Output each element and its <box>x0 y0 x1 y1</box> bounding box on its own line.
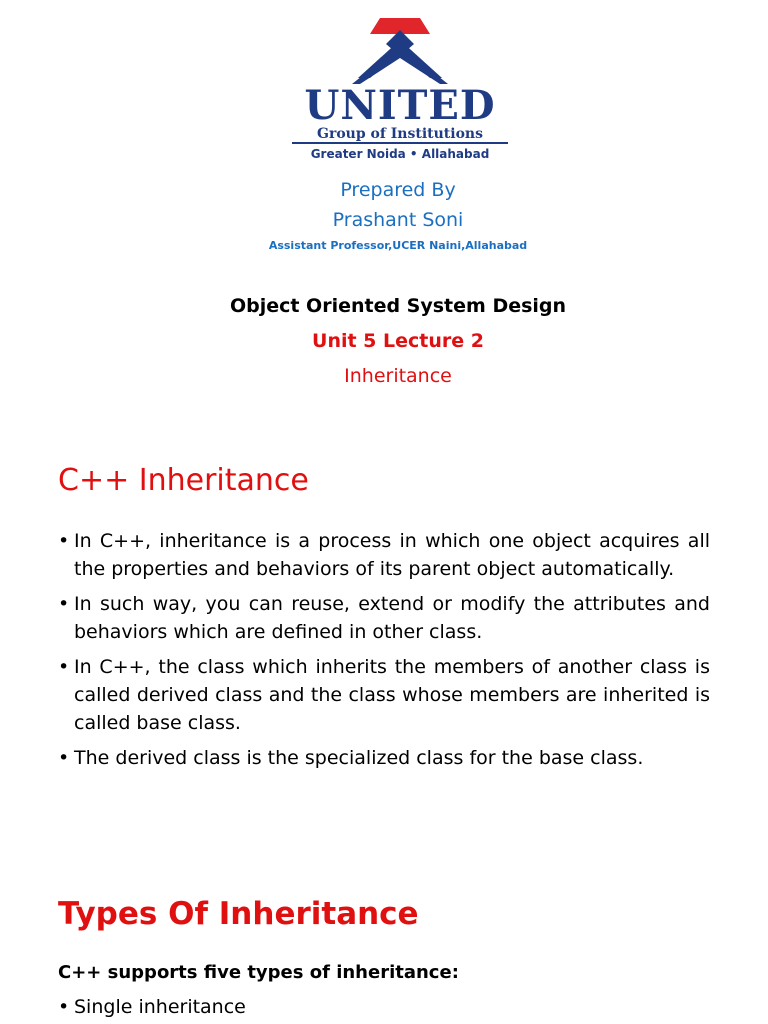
logo-subtitle: Group of Institutions <box>317 126 483 142</box>
cpp-inheritance-slide <box>0 435 768 865</box>
author-title: Assistant Professor,UCER Naini,Allahabad <box>268 239 528 252</box>
unit-label: Unit 5 Lecture 2 <box>312 330 484 352</box>
bullet-glyph: • <box>58 593 70 615</box>
course-title: Object Oriented System Design <box>229 295 567 317</box>
bullet-glyph: • <box>58 996 70 1018</box>
bullet-glyph: • <box>58 656 70 678</box>
bullet-text: In C++, the class which inherits the members of another class is called derived class and the class whose members are inherited is called base class. <box>74 656 710 734</box>
types-of-inheritance-slide <box>0 865 768 1024</box>
topic-label: Inheritance <box>344 365 452 387</box>
prepared-by-label: Prepared By <box>340 179 456 201</box>
list-item <box>58 993 246 1021</box>
united-logo-emblem-icon <box>350 16 450 86</box>
bullet-list <box>58 527 710 779</box>
slide-heading: C++ Inheritance <box>58 463 309 498</box>
bullet-text: In such way, you can reuse, extend or modify the attributes and behaviors which are defined in other class. <box>74 593 710 643</box>
bullet-glyph: • <box>58 530 70 552</box>
slide-heading: Types Of Inheritance <box>58 896 419 932</box>
bullet-item <box>58 590 710 646</box>
bullet-text: In C++, inheritance is a process in which one object acquires all the properties and behaviors of its parent object automatically. <box>74 530 710 580</box>
bullet-glyph: • <box>58 747 70 769</box>
united-logo <box>290 16 510 164</box>
types-intro: C++ supports five types of inheritance: <box>58 962 459 983</box>
bullet-text: The derived class is the specialized class for the base class. <box>74 747 644 769</box>
logo-name: UNITED <box>304 82 496 129</box>
types-list <box>58 993 246 1021</box>
title-slide <box>0 0 768 435</box>
list-item-text: Single inheritance <box>74 996 246 1018</box>
author-name: Prashant Soni <box>332 209 464 231</box>
bullet-item <box>58 744 710 772</box>
logo-divider <box>292 142 508 144</box>
logo-locations: Greater Noida • Allahabad <box>310 147 490 161</box>
bullet-item <box>58 653 710 737</box>
bullet-item <box>58 527 710 583</box>
